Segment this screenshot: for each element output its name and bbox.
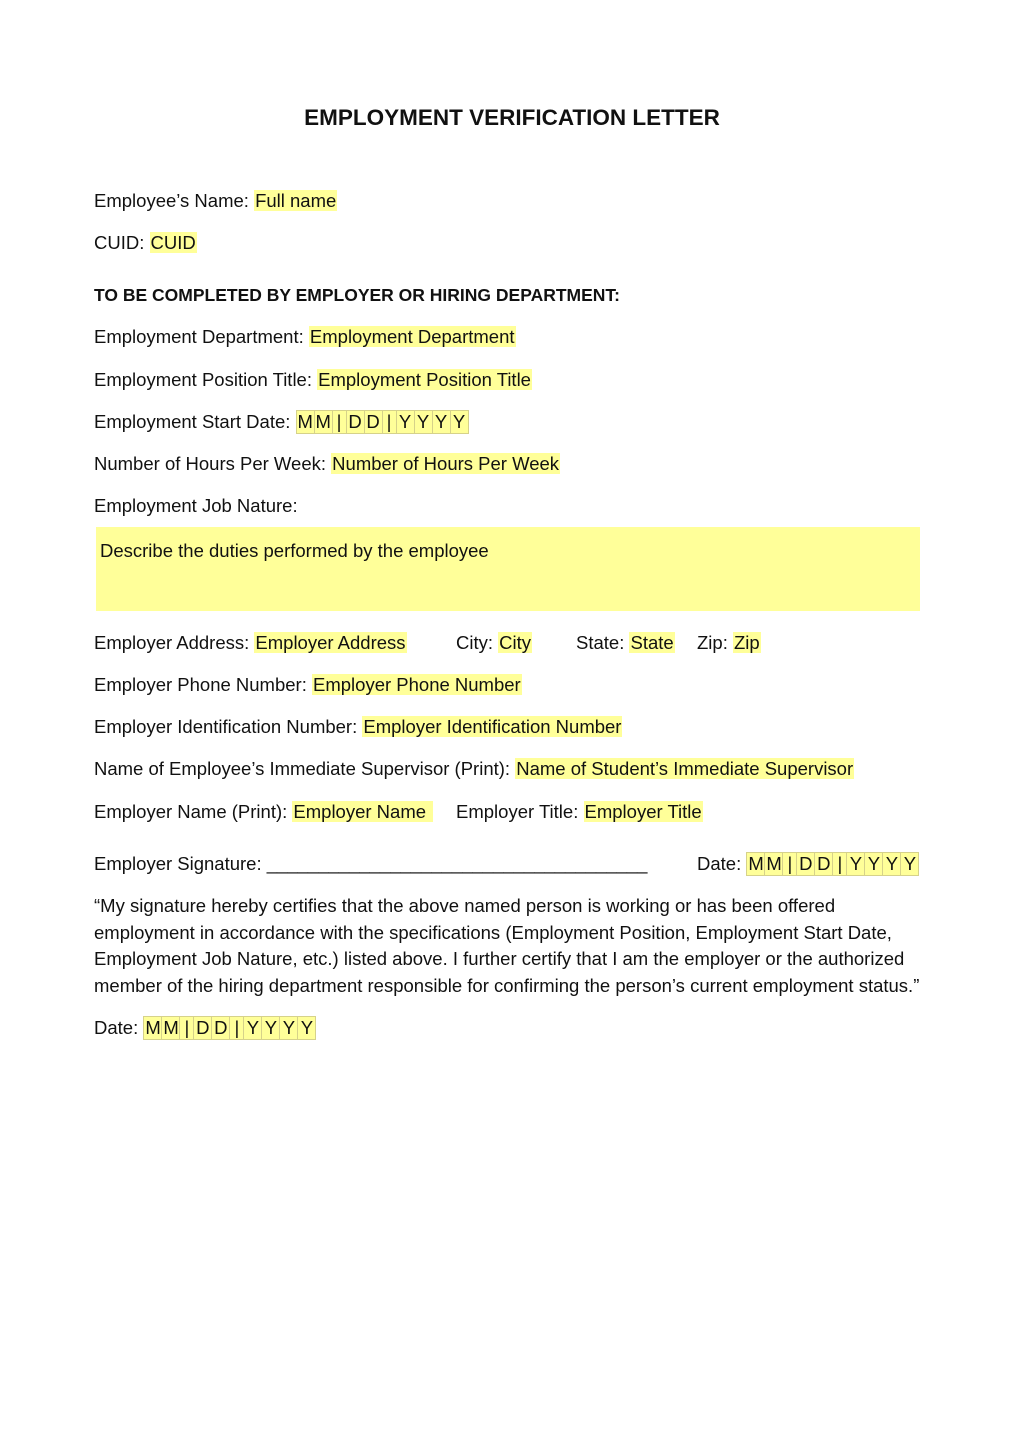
employer-title-label: Employer Title: [456,801,579,822]
date-separator: | [333,411,347,433]
date-char: D [212,1017,230,1039]
date-char: D [797,853,815,875]
phone-label: Employer Phone Number: [94,674,307,695]
position-title-row [94,368,532,392]
date-separator: | [383,411,397,433]
signature-row [94,852,647,876]
date-char: M [315,411,331,432]
date-separator: | [833,853,847,875]
signature-date-group [697,852,919,876]
ein-field[interactable]: Employer Identification Number [363,716,622,737]
ein-row [94,715,622,739]
hours-row [94,452,560,476]
date-char: Y [244,1017,262,1039]
ein-label: Employer Identification Number: [94,716,358,737]
department-row [94,325,516,349]
phone-row [94,673,522,697]
supervisor-label: Name of Employee’s Immediate Supervisor (Print): [94,758,511,779]
hours-label: Number of Hours Per Week: [94,453,327,474]
employee-name-row [94,189,337,213]
employee-name-label: Employee’s Name: [94,190,249,211]
employer-name-field[interactable]: Employer Name [292,801,433,822]
city-label: City: [456,632,493,653]
job-nature-label: Employment Job Nature: [94,495,298,516]
date-char: Y [883,853,901,875]
employer-name-row [94,800,433,824]
date-separator: | [230,1017,244,1039]
date-char: Y [300,1017,314,1038]
date-char: Y [847,853,865,875]
signature-label: Employer Signature: [94,853,262,874]
cuid-row [94,231,197,255]
date-char: Y [415,411,433,433]
date-char: M [297,411,313,432]
final-date-field[interactable] [143,1016,316,1040]
cuid-label: CUID: [94,232,145,253]
city-group [456,631,532,655]
date-char: M [748,853,764,874]
zip-label: Zip: [697,632,728,653]
date-char: Y [262,1017,280,1039]
position-title-field[interactable]: Employment Position Title [318,369,531,390]
employer-title-group [456,800,703,824]
department-field[interactable]: Employment Department [309,326,515,347]
date-char: D [194,1017,212,1039]
date-char: Y [397,411,415,433]
section-heading: TO BE COMPLETED BY EMPLOYER OR HIRING DEPARTMENT: [94,285,621,305]
start-date-row [94,410,469,434]
date-char: Y [865,853,883,875]
employer-title-field[interactable]: Employer Title [584,801,702,822]
state-label: State: [576,632,625,653]
job-nature-text: Describe the duties performed by the employee [100,540,489,561]
final-date-row [94,1016,316,1040]
address-label: Employer Address: [94,632,250,653]
phone-field[interactable]: Employer Phone Number [313,674,521,695]
date-char: M [163,1017,179,1038]
employee-name-field[interactable]: Full name [255,190,337,211]
city-field[interactable]: City [499,632,532,653]
date-char: D [347,411,365,433]
certification-paragraph: “My signature hereby certifies that the above named person is working or has been offered employment in accordance with the specifications (Employment Position, Employment Start Date, Employment Job Nature, etc.) listed above. I further certify that I am the employer or the authorized member of the hiring department responsible for confirming the person’s current employment status.” [94,895,920,996]
supervisor-field[interactable]: Name of Student’s Immediate Supervisor [516,758,854,779]
page-title: EMPLOYMENT VERIFICATION LETTER [304,105,720,130]
date-char: D [365,411,383,433]
address-field[interactable]: Employer Address [255,632,406,653]
zip-group [697,631,761,655]
signature-line[interactable]: _____________________________________ [266,853,648,874]
cuid-field[interactable]: CUID [150,232,196,253]
position-title-label: Employment Position Title: [94,369,312,390]
hours-field[interactable]: Number of Hours Per Week [332,453,560,474]
date-char: M [145,1017,161,1038]
start-date-field[interactable] [296,410,469,434]
final-date-label: Date: [94,1017,139,1038]
date-char: Y [903,853,917,874]
supervisor-row [94,757,854,781]
date-char: Y [452,411,466,432]
job-nature-textarea[interactable] [96,527,920,611]
date-char: Y [280,1017,298,1039]
date-char: Y [433,411,451,433]
signature-date-field[interactable] [746,852,919,876]
start-date-label: Employment Start Date: [94,411,291,432]
employer-name-label: Employer Name (Print): [94,801,288,822]
date-char: D [815,853,833,875]
state-group [576,631,675,655]
date-separator: | [783,853,797,875]
zip-field[interactable]: Zip [733,632,760,653]
signature-date-label: Date: [697,853,742,874]
address-row [94,631,407,655]
state-field[interactable]: State [630,632,674,653]
date-separator: | [180,1017,194,1039]
date-char: M [766,853,782,874]
department-label: Employment Department: [94,326,304,347]
